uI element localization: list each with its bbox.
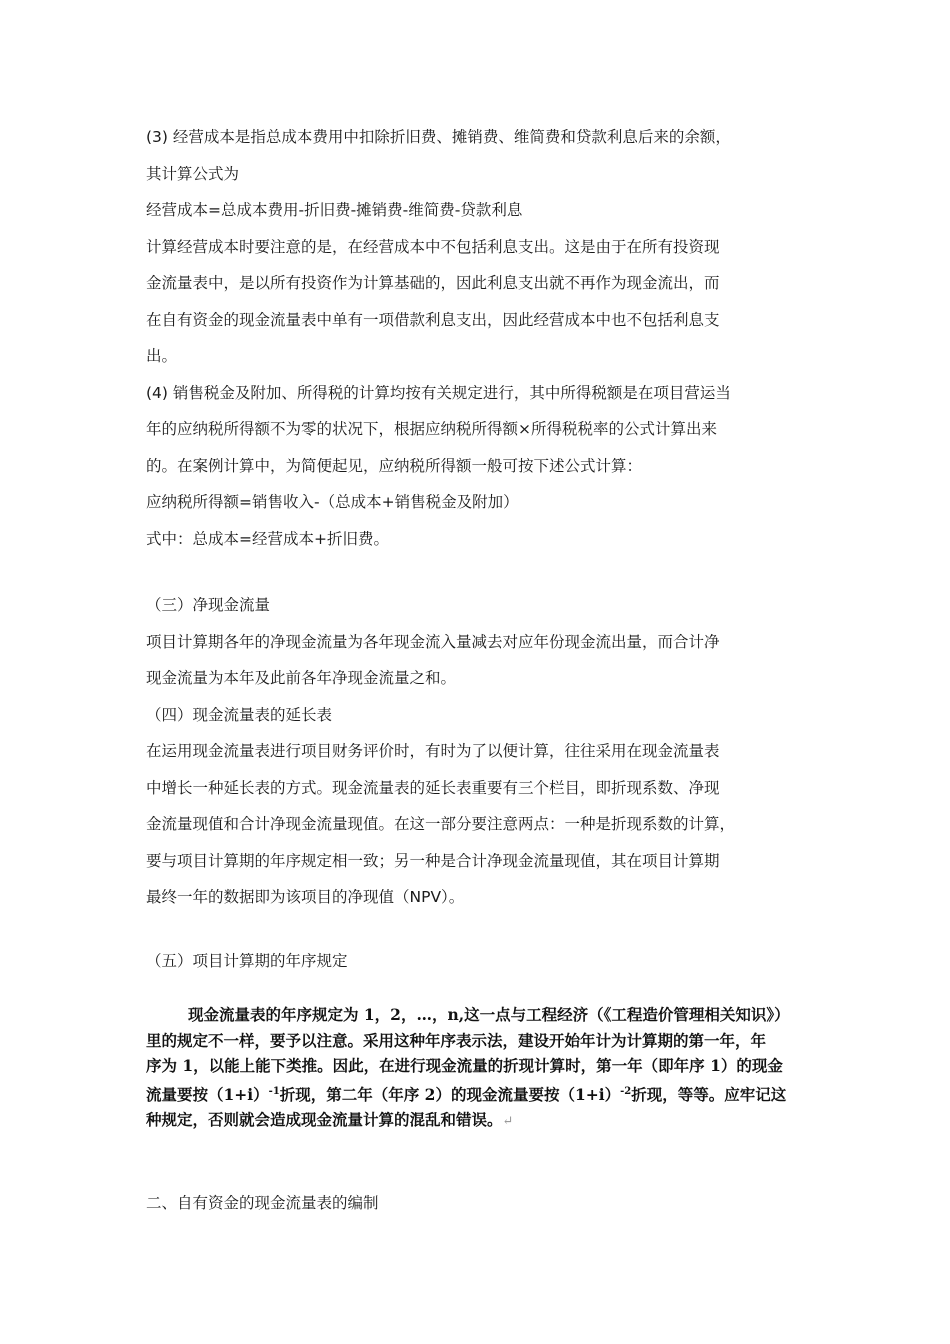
embedded-text-image	[146, 1002, 836, 1135]
embedded-text: 折现，等等。应牢记这	[631, 1084, 787, 1104]
section-heading: （三）净现金流量	[146, 596, 271, 614]
section-heading: （四）现金流量表的延长表	[146, 706, 333, 724]
paragraph-line: 现金流量为本年及此前各年净现金流量之和。	[146, 669, 457, 687]
paragraph-line: (3) 经营成本是指总成本费用中扣除折旧费、摊销费、维简费和贷款利息后来的余额，	[146, 128, 731, 146]
section-heading: （五）项目计算期的年序规定	[146, 952, 348, 970]
paragraph-line: 其计算公式为	[146, 165, 240, 183]
paragraph-line: (4) 销售税金及附加、所得税的计算均按有关规定进行，其中所得税额是在项目营运当	[146, 384, 731, 402]
formula-line: 经营成本=总成本费用-折旧费-摊销费-维简费-贷款利息	[146, 201, 523, 219]
paragraph-line: 中增长一种延长表的方式。现金流量表的延长表重要有三个栏目，即折现系数、净现	[146, 779, 720, 797]
embedded-line: 现金流量表的年序规定为 1，2，…，n,这一点与工程经济（《工程造价管理相关知识》）	[188, 1005, 790, 1024]
embedded-line	[146, 1079, 836, 1108]
paragraph-line: 金流量现值和合计净现金流量现值。在这一部分要注意两点：一种是折现系数的计算，	[146, 815, 736, 833]
paragraph-line: 计算经营成本时要注意的是，在经营成本中不包括利息支出。这是由于在所有投资现	[146, 238, 720, 256]
embedded-text: 种规定，否则就会造成现金流量计算的混乱和错误。	[146, 1110, 503, 1130]
embedded-line: 里的规定不一样，要予以注意。采用这种年序表示法，建设开始年计为计算期的第一年，年	[146, 1030, 767, 1050]
embedded-text: 流量要按（1+i）	[146, 1084, 269, 1104]
paragraph-line: 最终一年的数据即为该项目的净现值（NPV）。	[146, 888, 465, 906]
formula-line: 应纳税所得额=销售收入-（总成本+销售税金及附加）	[146, 493, 519, 511]
paragraph-line: 要与项目计算期的年序规定相一致；另一种是合计净现金流量现值，其在项目计算期	[146, 852, 720, 870]
paragraph-return-mark: ↵	[502, 1114, 514, 1130]
embedded-text: 折现，第二年（年序 2）的现金流量要按（1+i）	[279, 1084, 621, 1104]
paragraph-line: 的。在案例计算中，为简便起见，应纳税所得额一般可按下述公式计算：	[146, 457, 643, 475]
embedded-line	[146, 1107, 836, 1135]
section-heading: 二、自有资金的现金流量表的编制	[146, 1194, 379, 1212]
paragraph-line: 金流量表中，是以所有投资作为计算基础的，因此利息支出就不再作为现金流出，而	[146, 274, 720, 292]
superscript: -2	[620, 1085, 632, 1097]
paragraph-line: 在运用现金流量表进行项目财务评价时，有时为了以便计算，往往采用在现金流量表	[146, 742, 720, 760]
formula-line: 式中：总成本=经营成本+折旧费。	[146, 530, 389, 548]
paragraph-line: 出。	[146, 347, 178, 365]
paragraph-line: 项目计算期各年的净现金流量为各年现金流入量减去对应年份现金流出量，而合计净	[146, 633, 720, 651]
paragraph-line: 年的应纳税所得额不为零的状况下，根据应纳税所得额×所得税税率的公式计算出来	[146, 420, 717, 438]
paragraph-line: 在自有资金的现金流量表中单有一项借款利息支出，因此经营成本中也不包括利息支	[146, 311, 720, 329]
superscript: -1	[268, 1085, 280, 1097]
embedded-line: 序为 1，以能上能下类推。因此，在进行现金流量的折现计算时，第一年（即年序 1）的现金	[146, 1056, 783, 1075]
